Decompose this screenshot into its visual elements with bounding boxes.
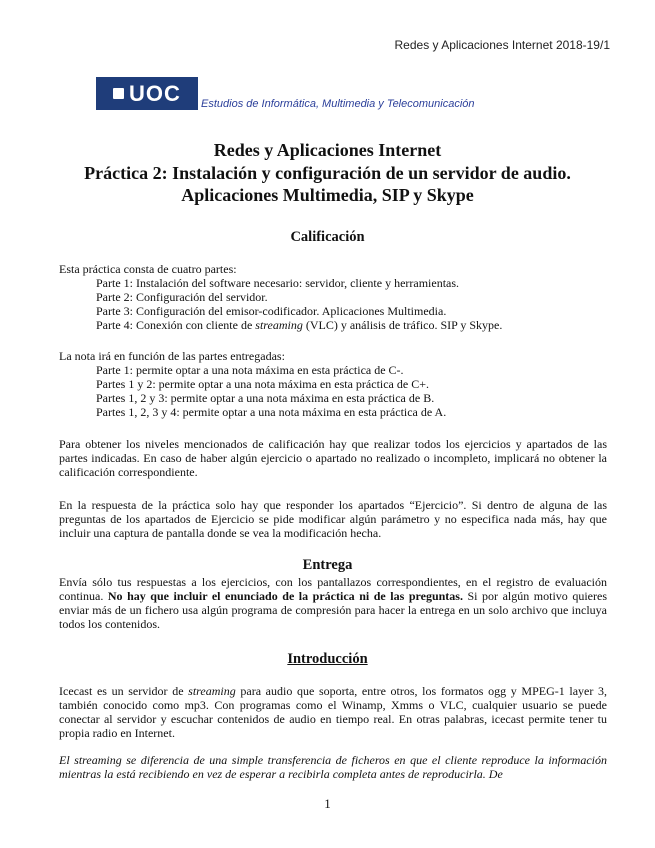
title-line-3: Aplicaciones Multimedia, SIP y Skype [181, 185, 474, 205]
paragraph-intro-1 [59, 684, 607, 740]
list-item: Parte 1: Instalación del software necesario: servidor, cliente y herramientas. [96, 276, 460, 290]
entrega-text-b: Si por algún motivo quieres enviar más de un fichero usa algún programa de compresión para hacer la entrega en un solo archivo que incluya todos los contenidos. [59, 589, 607, 631]
entrega-text-a: Envía sólo tus respuestas a los ejercicios, con los pantallazos correspondientes, en el registro de evaluación continua. [59, 575, 607, 603]
paragraph-levels: Para obtener los niveles mencionados de calificación hay que realizar todos los ejercicios y apartados de las partes indicadas. En caso de haber algún ejercicio o apartado no realizado o incompleto, implicará no obtener la calificación correspondiente. [59, 437, 607, 479]
intro-text-b: para audio que soporta, entre otros, los formatos ogg y MPEG-1 layer 3, también conocido como mp3. Con programas como el Winamp, Xmms o VLC, cualquier usuario se puede conectar al servidor y escuchar contenidos de audio en tiempo real. En otras palabras, icecast permite tener tu propia radio en Internet. [59, 684, 608, 740]
document-title [0, 139, 655, 207]
parts-list [59, 262, 607, 332]
title-line-1: Redes y Aplicaciones Internet [213, 140, 442, 160]
uoc-logo-box [96, 77, 198, 110]
paragraph-entrega [59, 575, 607, 631]
list-item: Parte 1: permite optar a una nota máxima en esta práctica de C-. [96, 363, 404, 377]
part4-text-a: Parte 4: Conexión con cliente de [96, 318, 256, 332]
title-line-2: Práctica 2: Instalación y configuración de un servidor de audio. [84, 162, 571, 183]
part4-emphasis: streaming [255, 318, 303, 332]
list-item: Partes 1, 2, 3 y 4: permite optar a una nota máxima en esta práctica de A. [96, 405, 447, 419]
list-item [59, 318, 607, 332]
paragraph-answer: En la respuesta de la práctica solo hay que responder los apartados “Ejercicio”. Si dentro de alguna de las preguntas de los apartados de Ejercicio se pide modificar algún parámetro y no especifica nada más, hay que incluir una captura de pantalla donde se vea la modificación hecha. [59, 498, 607, 540]
uoc-logo [96, 77, 475, 110]
paragraph-intro-2: El streaming se diferencia de una simple transferencia de ficheros en que el cliente reproduce la información mientras la está recibiendo en vez de esperar a recibirla completa antes de reproducirla. De [59, 753, 607, 781]
page-number: 1 [324, 796, 331, 811]
intro-text-a: Icecast es un servidor de [59, 684, 189, 698]
logo-square-icon [113, 88, 124, 99]
list-item: Partes 1 y 2: permite optar a una nota máxima en esta práctica de C+. [96, 377, 429, 391]
heading-calificacion: Calificación [290, 229, 365, 245]
intro-emphasis: streaming [188, 684, 236, 698]
list-item: Partes 1, 2 y 3: permite optar a una nota máxima en esta práctica de B. [96, 391, 435, 405]
heading-introduccion: Introducción [287, 651, 368, 667]
grades-intro: La nota irá en función de las partes entregadas: [59, 349, 285, 363]
list-item: Parte 2: Configuración del servidor. [96, 290, 268, 304]
part4-text-b: (VLC) y análisis de tráfico. SIP y Skype. [302, 318, 503, 332]
entrega-bold: No hay que incluir el enunciado de la práctica ni de las preguntas. [107, 589, 463, 603]
heading-entrega: Entrega [302, 557, 353, 573]
list-item: Parte 3: Configuración del emisor-codificador. Aplicaciones Multimedia. [96, 304, 447, 318]
running-header: Redes y Aplicaciones Internet 2018-19/1 [394, 38, 610, 52]
grades-list [59, 349, 607, 419]
logo-text: UOC [129, 80, 181, 106]
parts-intro: Esta práctica consta de cuatro partes: [59, 262, 237, 276]
logo-subtitle: Estudios de Informática, Multimedia y Telecomunicación [201, 98, 475, 110]
